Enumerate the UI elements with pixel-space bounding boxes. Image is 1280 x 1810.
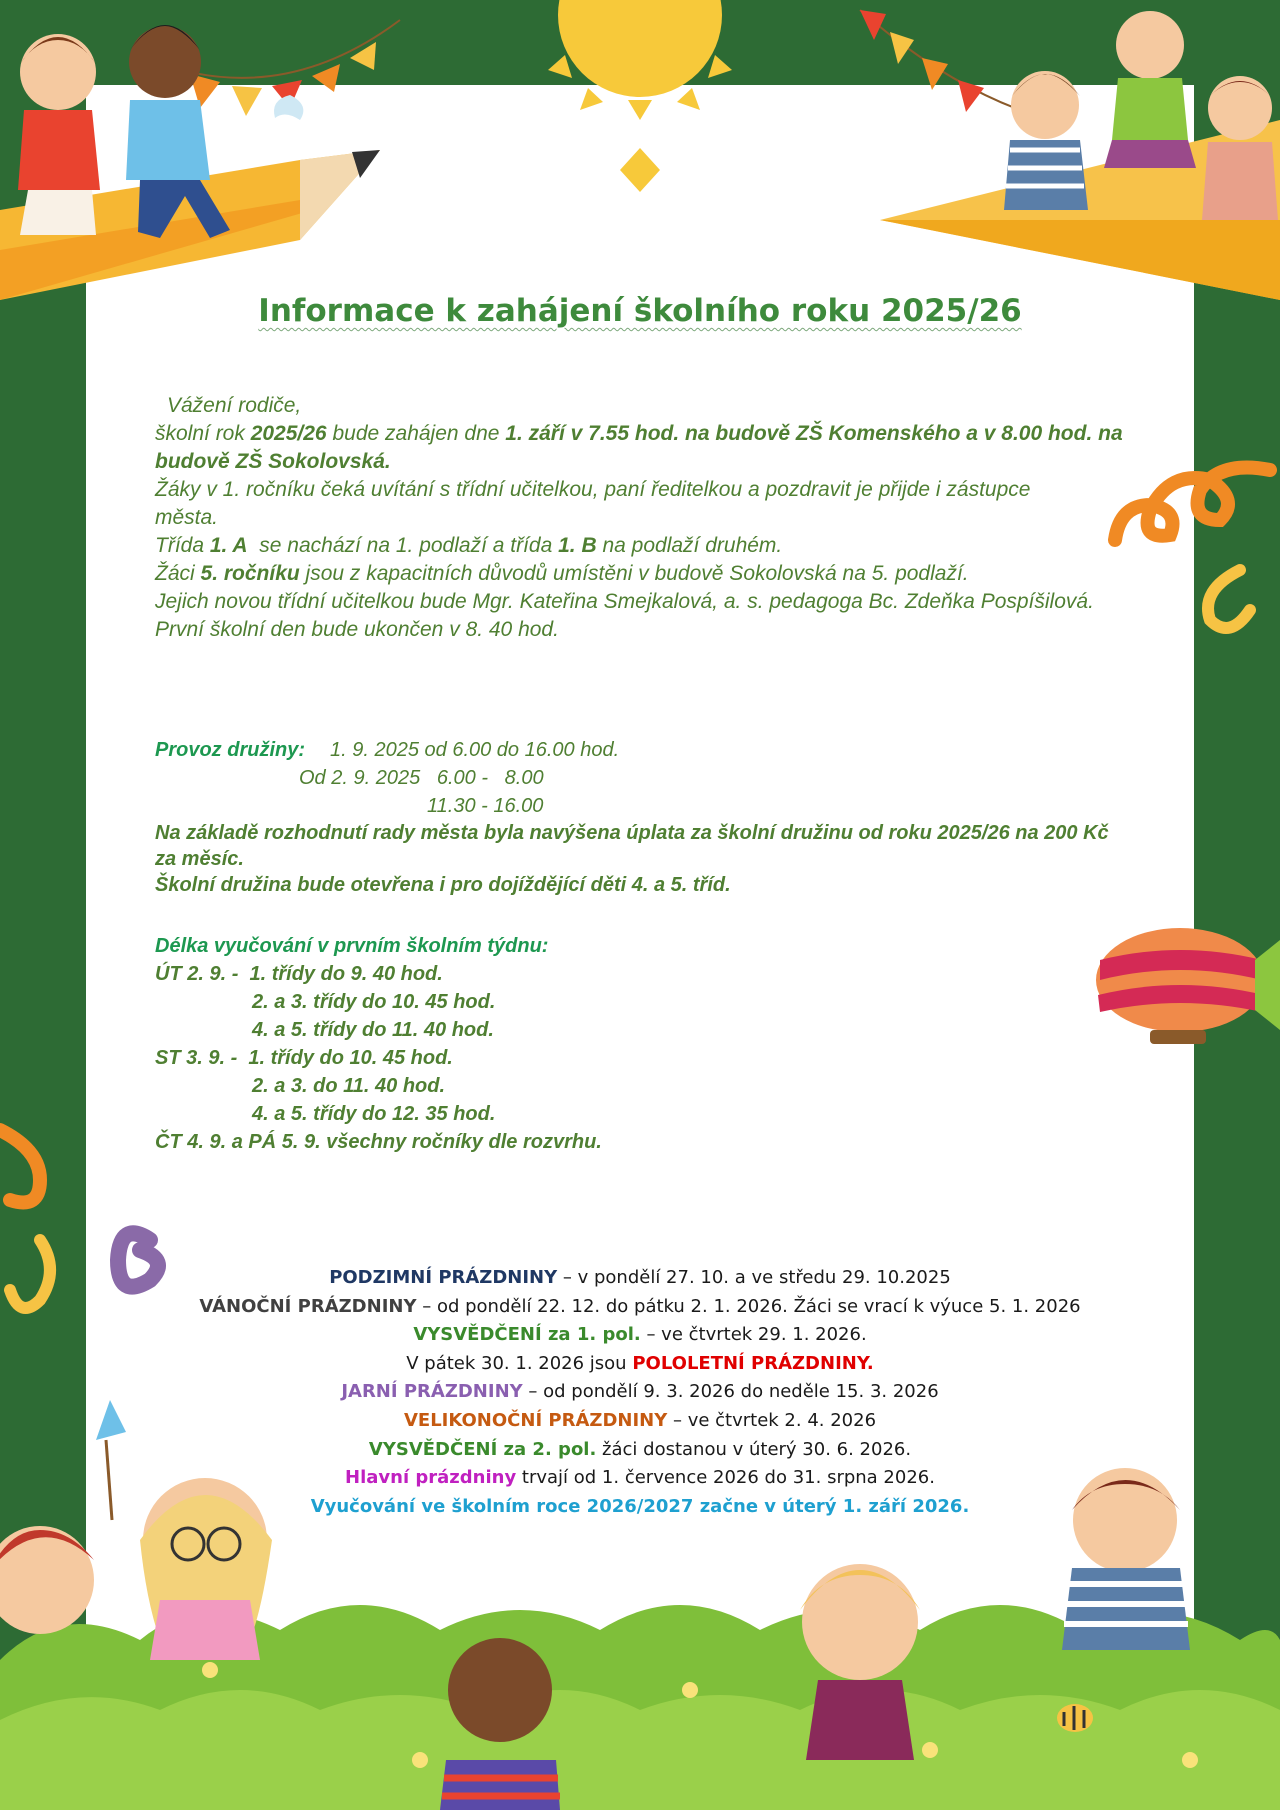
- holiday-autumn: PODZIMNÍ PRÁZDNINY – v pondělí 27. 10. a ve středu 29. 10.2025: [329, 1267, 951, 1288]
- schedule-row: 4. a 5. třídy do 11. 40 hod.: [252, 1019, 494, 1041]
- druzina-line-2: Od 2. 9. 2025 6.00 - 8.00: [299, 767, 544, 789]
- sun-illustration: [548, 0, 732, 192]
- holiday-spring: JARNÍ PRÁZDNINY – od pondělí 9. 3. 2026 do neděle 15. 3. 2026: [341, 1381, 939, 1403]
- druzina-line-1: 1. 9. 2025 od 6.00 do 16.00 hod.: [330, 739, 620, 761]
- next-school-year: Vyučování ve školním roce 2026/2027 začne v úterý 1. září 2026.: [310, 1495, 970, 1517]
- druzina-label: Provoz družiny:: [155, 739, 306, 761]
- intro-paragraph-4: Žáci 5. ročníku jsou z kapacitních důvodů umístěni v budově Sokolovská na 5. podlaží.: [155, 562, 969, 585]
- druzina-row-1: [155, 736, 1135, 764]
- intro-paragraph-6: První školní den bude ukončen v 8. 40 hod.: [155, 618, 559, 641]
- fee-note: Na základě rozhodnutí rady města byla navýšena úplata za školní družinu od roku 2025/26 na 200 Kč za měsíc.: [155, 822, 1109, 870]
- bunting-right: [860, 10, 1020, 112]
- first-week-schedule: [155, 932, 855, 1156]
- holiday-christmas: VÁNOČNÍ PRÁZDNINY – od pondělí 22. 12. do pátku 2. 1. 2026. Žáci se vrací k výuce 5. 1. 2026: [199, 1295, 1081, 1317]
- commuters-note: Školní družina bude otevřena i pro dojíždějící děti 4. a 5. tříd.: [155, 874, 731, 896]
- holiday-midterm: V pátek 30. 1. 2026 jsou POLOLETNÍ PRÁZDNINY.: [406, 1352, 874, 1374]
- holiday-list: [86, 1264, 1194, 1521]
- schedule-row: ST 3. 9. - 1. třídy do 10. 45 hod.: [155, 1047, 453, 1069]
- druzina-row-3: [155, 792, 1135, 820]
- club-fee-notice: [155, 820, 1115, 898]
- greeting: Vážení rodiče,: [167, 394, 302, 417]
- holiday-easter: VELIKONOČNÍ PRÁZDNINY – ve čtvrtek 2. 4. 2026: [403, 1409, 877, 1431]
- schedule-row: 2. a 3. do 11. 40 hod.: [252, 1075, 446, 1097]
- schedule-row: 2. a 3. třídy do 10. 45 hod.: [252, 991, 496, 1013]
- intro-paragraph-1: školní rok 2025/26 bude zahájen dne 1. září v 7.55 hod. na budově ZŠ Komenského a v 8.00 hod. na budově ZŠ Sokolovská.: [155, 422, 1123, 473]
- schedule-row: 4. a 5. třídy do 12. 35 hod.: [252, 1103, 496, 1125]
- intro-paragraph-3: Třída 1. A se nachází na 1. podlaží a třída 1. B na podlaží druhém.: [155, 534, 783, 557]
- holiday-summer: Hlavní prázdniny trvají od 1. července 2026 do 31. srpna 2026.: [345, 1467, 935, 1489]
- report-card-1: VYSVĚDČENÍ za 1. pol. – ve čtvrtek 29. 1. 2026.: [413, 1324, 867, 1346]
- schedule-row: ČT 4. 9. a PÁ 5. 9. všechny ročníky dle rozvrhu.: [155, 1131, 602, 1153]
- airship-illustration: [1096, 928, 1280, 1044]
- schedule-heading: Délka vyučování v prvním školním týdnu:: [155, 935, 549, 957]
- report-card-2: VYSVĚDČENÍ za 2. pol. žáci dostanou v úterý 30. 6. 2026.: [368, 1438, 912, 1460]
- intro-paragraph-5: Jejich novou třídní učitelkou bude Mgr. Kateřina Smejkalová, a. s. pedagoga Bc. Zdeňka Pospíšilová.: [155, 590, 1094, 613]
- intro-text: [155, 392, 1135, 644]
- after-school-club-hours: [155, 736, 1135, 820]
- page-title: Informace k zahájení školního roku 2025/26: [258, 293, 1022, 329]
- druzina-line-3: 11.30 - 16.00: [427, 795, 544, 817]
- intro-paragraph-2: Žáky v 1. ročníku čeká uvítání s třídní učitelkou, paní ředitelkou a pozdravit je přijde i zástupce města.: [155, 478, 1031, 529]
- schedule-row: ÚT 2. 9. - 1. třídy do 9. 40 hod.: [155, 963, 443, 985]
- druzina-row-2: [155, 764, 1135, 792]
